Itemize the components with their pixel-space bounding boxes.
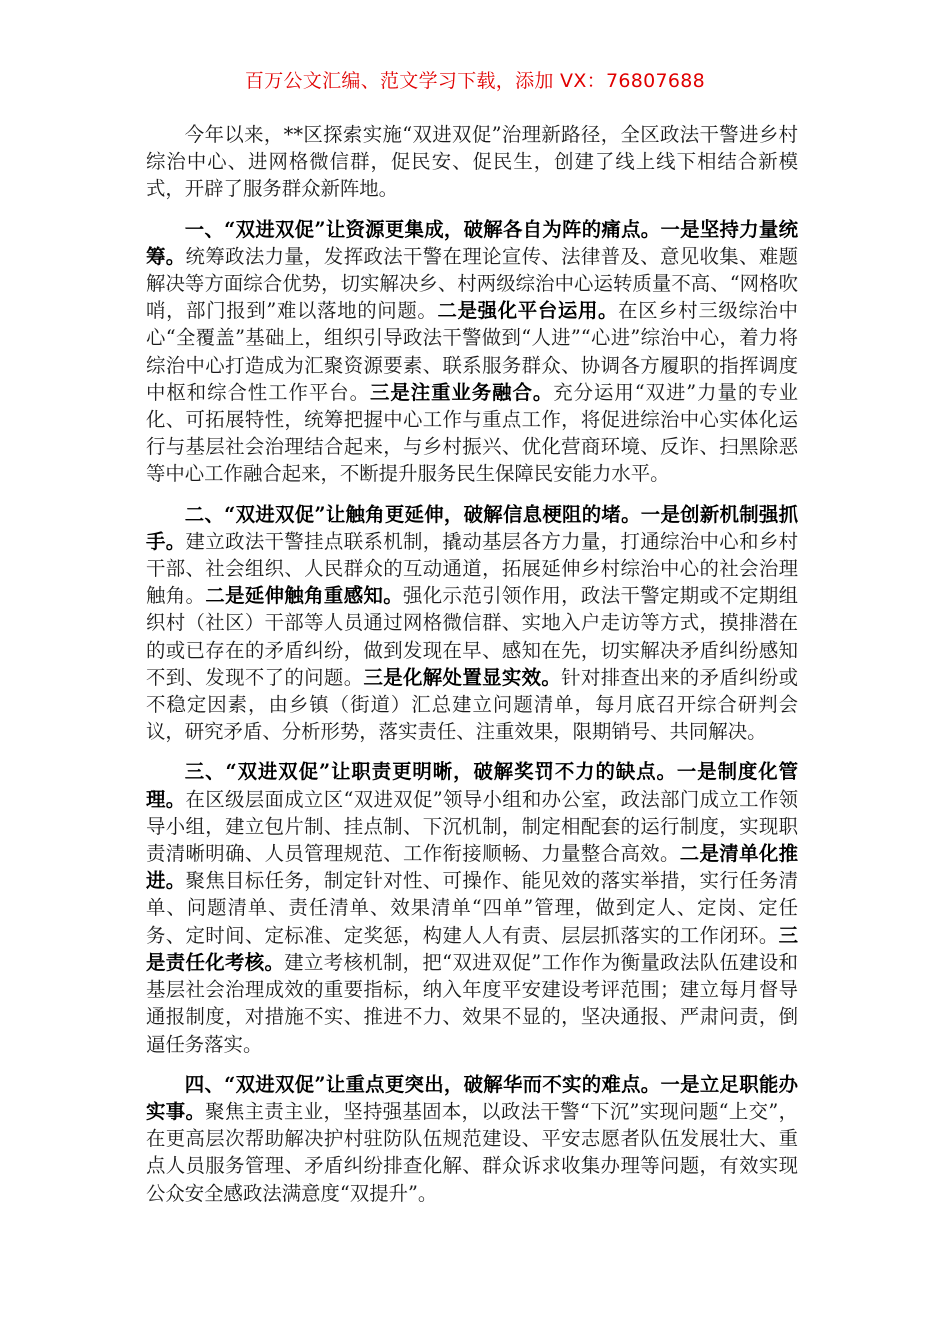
paragraph-body-text: 在区乡村三级综治中心“全覆盖”基础上，组织引导政法干警做到“人进”“心进”综治中心，着力将综治中心打造成为汇聚资源要素、联系服务群众、协调各方履职的指挥调度中枢和综合性工作平台。 [146, 299, 799, 404]
paragraph-heading-text: 四、“双进双促”让重点更突出，破解华而不实的难点。一是立足职能办实事。 [146, 1072, 798, 1123]
paragraph-body-text: 充分运用“双进”力量的专业化、可拓展特性，统筹把握中心工作与重点工作，将促进综治中心实体化运行与基层社会治理结合起来，与乡村振兴、优化营商环境、反诈、扫黑除恶等中心工作融合起来，不断提升服务民生保障民安能力水平。 [146, 380, 799, 486]
paragraph-heading-text: 二、“双进双促”让触角更延伸，破解信息梗阻的堵。一是创新机制强抓手。 [146, 502, 798, 553]
document-body [146, 121, 798, 1220]
paragraph-body-text: 建立政法干警挂点联系机制，撬动基层各方力量，打通综治中心和乡村干部、社会组织、人民群众的互动通道，拓展延伸乡村综治中心的社会治理触角。 [146, 529, 799, 608]
paragraph-1 [146, 121, 798, 203]
paragraph-body-text: 针对排查出来的矛盾纠纷或不稳定因素，由乡镇（街道）汇总建立问题清单，每月底召开综合研判会议，研究矛盾、分析形势，落实责任、注重效果，限期销号、共同解决。 [146, 665, 799, 744]
paragraph-heading-text: 二是延伸触角重感知。 [205, 584, 404, 608]
paragraph-4 [146, 758, 798, 1057]
paragraph-heading-text: 二是强化平台运用。 [437, 299, 619, 323]
paragraph-body-text: 建立考核机制，把“双进双促”工作作为衡量政法队伍建设和基层社会治理成效的重要指标，纳入年度平安建设考评范围；建立每月督导通报制度，对措施不实、推进不力、效果不显的，坚决通报、严肃问责，倒逼任务落实。 [146, 950, 799, 1056]
header-promo-text: 百万公文汇编、范文学习下载，添加 VX：76807688 [244, 70, 706, 92]
paragraph-2 [146, 216, 798, 488]
paragraph-heading-text: 一、“双进双促”让资源更集成，破解各自为阵的痛点。一是坚持力量统筹。 [146, 217, 798, 268]
paragraph-heading-text: 三是化解处置显实效。 [363, 665, 562, 689]
paragraph-body-text: 聚焦目标任务，制定针对性、可操作、能见效的落实举措，实行任务清单、问题清单、责任清单、效果清单“四单”管理，做到定人、定岗、定任务、定时间、定标准、定奖惩，构建人人有责、层层抓落实的工作闭环。 [146, 869, 799, 947]
paragraph-body-text: 聚焦主责主业，坚持强基固本，以政法干警“下沉”实现问题“上交”，在更高层次帮助解决护村驻防队伍规范建设、平安志愿者队伍发展壮大、重点人员服务管理、矛盾纠纷排查化解、群众诉求收集办理等问题，有效实现公众安全感政法满意度“双提升”。 [146, 1099, 799, 1205]
paragraph-heading-text: 三是责任化考核。 [146, 923, 798, 974]
paragraph-3 [146, 501, 798, 746]
paragraph-body-text: 统筹政法力量，发挥政法干警在理论宣传、法律普及、意见收集、难题解决等方面综合优势，切实解决乡、村两级综治中心运转质量不高、“网格吹哨，部门报到”难以落地的问题。 [146, 244, 799, 323]
paragraph-heading-text: 三是注重业务融合。 [369, 380, 554, 404]
paragraph-heading-text: 二是清单化推进。 [146, 842, 799, 893]
paragraph-heading-text: 三、“双进双促”让职责更明晰，破解奖罚不力的缺点。一是制度化管理。 [146, 760, 798, 811]
paragraph-body-text: 强化示范引领作用，政法干警定期或不定期组织村（社区）干部等人员通过网格微信群、实地入户走访等方式，摸排潜在的或已存在的矛盾纠纷，做到发现在早、感知在先，切实解决矛盾纠纷感知不到、发现不了的问题。 [146, 584, 799, 689]
paragraph-body-text: 今年以来，**区探索实施“双进双促”治理新路径，全区政法干警进乡村综治中心、进网格微信群，促民安、促民生，创建了线上线下相结合新模式，开辟了服务群众新阵地。 [146, 123, 798, 201]
paragraph-5 [146, 1071, 798, 1207]
paragraph-body-text: 在区级层面成立区“双进双促”领导小组和办公室，政法部门成立工作领导小组，建立包片制、挂点制、下沉机制，制定相配套的运行制度，实现职责清晰明确、人员管理规范、工作衔接顺畅、力量整合高效。 [146, 787, 799, 866]
